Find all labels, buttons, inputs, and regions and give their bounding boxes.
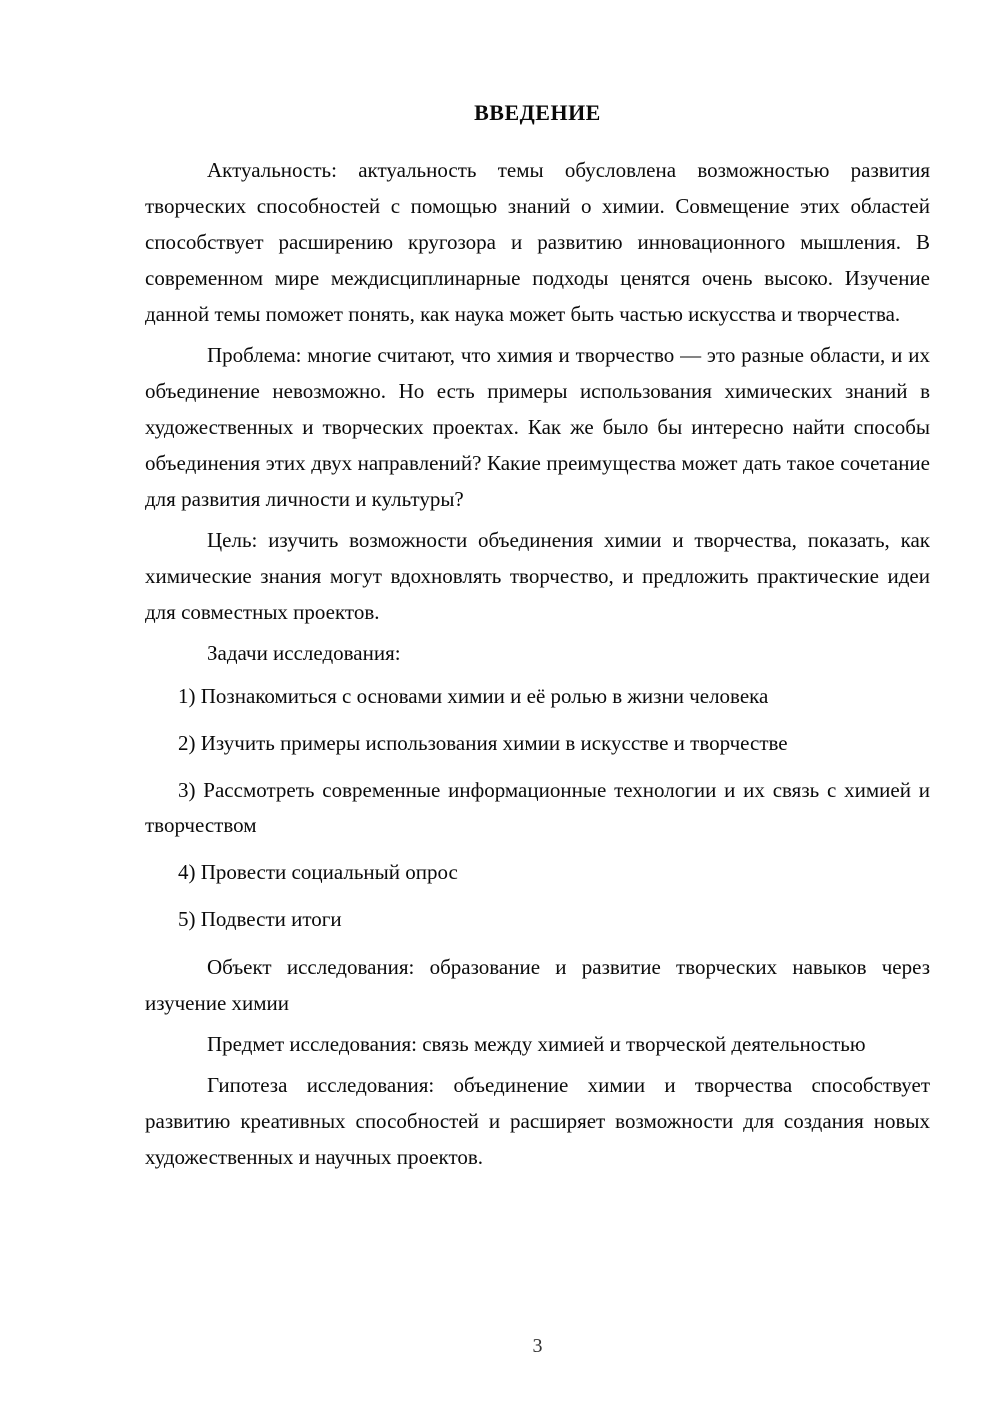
paragraph-relevance: Актуальность: актуальность темы обусловлена возможностью развития творческих способностей с помощью знаний о химии. Совмещение этих областей способствует расширению кругозора и развитию инновационного мышления. В современном мире междисциплинарные подходы ценятся очень высоко. Изучение данной темы поможет понять, как наука может быть частью искусства и творчества. [145, 158, 930, 326]
task-item-1: 1) Познакомиться с основами химии и её ролью в жизни человека [178, 684, 769, 708]
paragraph-problem: Проблема: многие считают, что химия и творчество — это разные области, и их объединение невозможно. Но есть примеры использования химических знаний в художественных и творческих проектах. Как же было бы интересно найти способы объединения этих двух направлений? Какие преимущества может дать такое сочетание для развития личности и культуры? [145, 343, 930, 511]
task-item-2: 2) Изучить примеры использования химии в искусстве и творчестве [178, 731, 788, 755]
document-title: ВВЕДЕНИЕ [474, 100, 601, 125]
paragraph-hypothesis: Гипотеза исследования: объединение химии и творчества способствует развитию креативных способностей и расширяет возможности для создания новых художественных и научных проектов. [145, 1073, 930, 1169]
task-item-3: 3) Рассмотреть современные информационные технологии и их связь с химией и творчеством [145, 778, 930, 837]
task-item-4: 4) Провести социальный опрос [178, 860, 458, 884]
paragraph-goal: Цель: изучить возможности объединения химии и творчества, показать, как химические знания могут вдохновлять творчество, и предложить практические идеи для совместных проектов. [145, 528, 930, 624]
tasks-heading: Задачи исследования: [207, 641, 401, 665]
paragraph-object: Объект исследования: образование и развитие творческих навыков через изучение химии [145, 955, 930, 1015]
task-item-5: 5) Подвести итоги [178, 907, 342, 931]
page-number: 3 [532, 1335, 543, 1357]
paragraph-subject: Предмет исследования: связь между химией и творческой деятельностью [207, 1032, 866, 1056]
